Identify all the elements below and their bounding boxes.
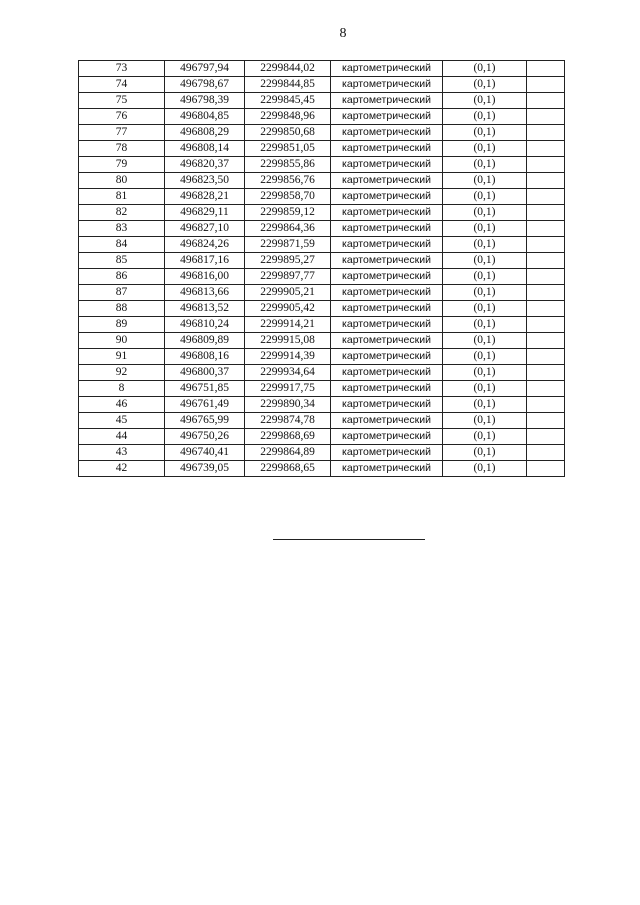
accuracy-cell: (0,1)	[443, 381, 527, 397]
method-cell: картометрический	[331, 77, 443, 93]
method-cell: картометрический	[331, 173, 443, 189]
method-cell: картометрический	[331, 205, 443, 221]
y-coordinate-cell: 2299848,96	[245, 109, 331, 125]
empty-cell	[527, 333, 565, 349]
point-number-cell: 84	[79, 237, 165, 253]
accuracy-cell: (0,1)	[443, 429, 527, 445]
x-coordinate-cell: 496808,29	[165, 125, 245, 141]
x-coordinate-cell: 496824,26	[165, 237, 245, 253]
point-number-cell: 45	[79, 413, 165, 429]
method-cell: картометрический	[331, 317, 443, 333]
empty-cell	[527, 109, 565, 125]
y-coordinate-cell: 2299871,59	[245, 237, 331, 253]
method-cell: картометрический	[331, 461, 443, 477]
method-cell: картометрический	[331, 429, 443, 445]
table-row	[79, 429, 565, 445]
empty-cell	[527, 269, 565, 285]
point-number-cell: 46	[79, 397, 165, 413]
x-coordinate-cell: 496798,67	[165, 77, 245, 93]
table-row	[79, 317, 565, 333]
accuracy-cell: (0,1)	[443, 365, 527, 381]
empty-cell	[527, 173, 565, 189]
empty-cell	[527, 253, 565, 269]
accuracy-cell: (0,1)	[443, 285, 527, 301]
y-coordinate-cell: 2299859,12	[245, 205, 331, 221]
y-coordinate-cell: 2299850,68	[245, 125, 331, 141]
y-coordinate-cell: 2299905,21	[245, 285, 331, 301]
table-row	[79, 205, 565, 221]
accuracy-cell: (0,1)	[443, 397, 527, 413]
point-number-cell: 42	[79, 461, 165, 477]
method-cell: картометрический	[331, 237, 443, 253]
point-number-cell: 85	[79, 253, 165, 269]
accuracy-cell: (0,1)	[443, 173, 527, 189]
accuracy-cell: (0,1)	[443, 269, 527, 285]
y-coordinate-cell: 2299915,08	[245, 333, 331, 349]
accuracy-cell: (0,1)	[443, 301, 527, 317]
empty-cell	[527, 189, 565, 205]
table-row	[79, 109, 565, 125]
table-row	[79, 269, 565, 285]
table-row	[79, 157, 565, 173]
point-number-cell: 88	[79, 301, 165, 317]
x-coordinate-cell: 496800,37	[165, 365, 245, 381]
accuracy-cell: (0,1)	[443, 109, 527, 125]
method-cell: картометрический	[331, 333, 443, 349]
point-number-cell: 74	[79, 77, 165, 93]
method-cell: картометрический	[331, 413, 443, 429]
table-row	[79, 413, 565, 429]
point-number-cell: 81	[79, 189, 165, 205]
point-number-cell: 82	[79, 205, 165, 221]
y-coordinate-cell: 2299914,39	[245, 349, 331, 365]
table-row	[79, 381, 565, 397]
x-coordinate-cell: 496761,49	[165, 397, 245, 413]
point-number-cell: 83	[79, 221, 165, 237]
accuracy-cell: (0,1)	[443, 253, 527, 269]
x-coordinate-cell: 496808,14	[165, 141, 245, 157]
table-row	[79, 237, 565, 253]
method-cell: картометрический	[331, 445, 443, 461]
method-cell: картометрический	[331, 93, 443, 109]
y-coordinate-cell: 2299868,65	[245, 461, 331, 477]
method-cell: картометрический	[331, 253, 443, 269]
empty-cell	[527, 365, 565, 381]
x-coordinate-cell: 496798,39	[165, 93, 245, 109]
table-row	[79, 189, 565, 205]
accuracy-cell: (0,1)	[443, 157, 527, 173]
accuracy-cell: (0,1)	[443, 205, 527, 221]
x-coordinate-cell: 496808,16	[165, 349, 245, 365]
table-row	[79, 61, 565, 77]
table-row	[79, 445, 565, 461]
x-coordinate-cell: 496817,16	[165, 253, 245, 269]
table-row	[79, 77, 565, 93]
point-number-cell: 91	[79, 349, 165, 365]
table-row	[79, 333, 565, 349]
method-cell: картометрический	[331, 365, 443, 381]
method-cell: картометрический	[331, 301, 443, 317]
y-coordinate-cell: 2299851,05	[245, 141, 331, 157]
point-number-cell: 79	[79, 157, 165, 173]
x-coordinate-cell: 496810,24	[165, 317, 245, 333]
x-coordinate-cell: 496820,37	[165, 157, 245, 173]
x-coordinate-cell: 496797,94	[165, 61, 245, 77]
y-coordinate-cell: 2299858,70	[245, 189, 331, 205]
y-coordinate-cell: 2299917,75	[245, 381, 331, 397]
empty-cell	[527, 157, 565, 173]
method-cell: картометрический	[331, 157, 443, 173]
y-coordinate-cell: 2299864,36	[245, 221, 331, 237]
accuracy-cell: (0,1)	[443, 189, 527, 205]
x-coordinate-cell: 496809,89	[165, 333, 245, 349]
x-coordinate-cell: 496813,66	[165, 285, 245, 301]
empty-cell	[527, 237, 565, 253]
point-number-cell: 8	[79, 381, 165, 397]
method-cell: картометрический	[331, 141, 443, 157]
method-cell: картометрический	[331, 189, 443, 205]
x-coordinate-cell: 496827,10	[165, 221, 245, 237]
x-coordinate-cell: 496823,50	[165, 173, 245, 189]
table-row	[79, 93, 565, 109]
table-row	[79, 461, 565, 477]
empty-cell	[527, 413, 565, 429]
method-cell: картометрический	[331, 397, 443, 413]
y-coordinate-cell: 2299890,34	[245, 397, 331, 413]
point-number-cell: 86	[79, 269, 165, 285]
point-number-cell: 80	[79, 173, 165, 189]
accuracy-cell: (0,1)	[443, 333, 527, 349]
empty-cell	[527, 125, 565, 141]
y-coordinate-cell: 2299864,89	[245, 445, 331, 461]
point-number-cell: 89	[79, 317, 165, 333]
empty-cell	[527, 61, 565, 77]
accuracy-cell: (0,1)	[443, 237, 527, 253]
x-coordinate-cell: 496765,99	[165, 413, 245, 429]
empty-cell	[527, 461, 565, 477]
y-coordinate-cell: 2299844,02	[245, 61, 331, 77]
point-number-cell: 43	[79, 445, 165, 461]
table-row	[79, 173, 565, 189]
x-coordinate-cell: 496740,41	[165, 445, 245, 461]
y-coordinate-cell: 2299845,45	[245, 93, 331, 109]
point-number-cell: 44	[79, 429, 165, 445]
table-row	[79, 141, 565, 157]
table-row	[79, 285, 565, 301]
point-number-cell: 92	[79, 365, 165, 381]
method-cell: картометрический	[331, 381, 443, 397]
method-cell: картометрический	[331, 349, 443, 365]
point-number-cell: 76	[79, 109, 165, 125]
empty-cell	[527, 317, 565, 333]
accuracy-cell: (0,1)	[443, 445, 527, 461]
table-row	[79, 365, 565, 381]
empty-cell	[527, 93, 565, 109]
accuracy-cell: (0,1)	[443, 461, 527, 477]
y-coordinate-cell: 2299855,86	[245, 157, 331, 173]
table-row	[79, 397, 565, 413]
accuracy-cell: (0,1)	[443, 413, 527, 429]
y-coordinate-cell: 2299914,21	[245, 317, 331, 333]
y-coordinate-cell: 2299934,64	[245, 365, 331, 381]
accuracy-cell: (0,1)	[443, 349, 527, 365]
empty-cell	[527, 141, 565, 157]
table-row	[79, 253, 565, 269]
empty-cell	[527, 397, 565, 413]
method-cell: картометрический	[331, 285, 443, 301]
y-coordinate-cell: 2299856,76	[245, 173, 331, 189]
empty-cell	[527, 429, 565, 445]
x-coordinate-cell: 496750,26	[165, 429, 245, 445]
accuracy-cell: (0,1)	[443, 77, 527, 93]
point-number-cell: 90	[79, 333, 165, 349]
table-row	[79, 221, 565, 237]
y-coordinate-cell: 2299844,85	[245, 77, 331, 93]
x-coordinate-cell: 496829,11	[165, 205, 245, 221]
y-coordinate-cell: 2299895,27	[245, 253, 331, 269]
y-coordinate-cell: 2299905,42	[245, 301, 331, 317]
empty-cell	[527, 301, 565, 317]
point-number-cell: 87	[79, 285, 165, 301]
y-coordinate-cell: 2299897,77	[245, 269, 331, 285]
table-row	[79, 349, 565, 365]
x-coordinate-cell: 496813,52	[165, 301, 245, 317]
coordinates-table	[78, 60, 565, 477]
coordinates-table-body	[79, 61, 565, 477]
empty-cell	[527, 445, 565, 461]
x-coordinate-cell: 496828,21	[165, 189, 245, 205]
method-cell: картометрический	[331, 221, 443, 237]
method-cell: картометрический	[331, 61, 443, 77]
point-number-cell: 78	[79, 141, 165, 157]
accuracy-cell: (0,1)	[443, 61, 527, 77]
table-row	[79, 301, 565, 317]
point-number-cell: 75	[79, 93, 165, 109]
y-coordinate-cell: 2299874,78	[245, 413, 331, 429]
point-number-cell: 73	[79, 61, 165, 77]
method-cell: картометрический	[331, 269, 443, 285]
empty-cell	[527, 381, 565, 397]
x-coordinate-cell: 496804,85	[165, 109, 245, 125]
empty-cell	[527, 285, 565, 301]
accuracy-cell: (0,1)	[443, 141, 527, 157]
accuracy-cell: (0,1)	[443, 93, 527, 109]
accuracy-cell: (0,1)	[443, 317, 527, 333]
table-row	[79, 125, 565, 141]
accuracy-cell: (0,1)	[443, 125, 527, 141]
x-coordinate-cell: 496816,00	[165, 269, 245, 285]
empty-cell	[527, 205, 565, 221]
empty-cell	[527, 77, 565, 93]
empty-cell	[527, 221, 565, 237]
method-cell: картометрический	[331, 125, 443, 141]
x-coordinate-cell: 496739,05	[165, 461, 245, 477]
point-number-cell: 77	[79, 125, 165, 141]
empty-cell	[527, 349, 565, 365]
method-cell: картометрический	[331, 109, 443, 125]
signature-line	[273, 539, 425, 540]
page-number: 8	[339, 26, 347, 41]
accuracy-cell: (0,1)	[443, 221, 527, 237]
y-coordinate-cell: 2299868,69	[245, 429, 331, 445]
x-coordinate-cell: 496751,85	[165, 381, 245, 397]
